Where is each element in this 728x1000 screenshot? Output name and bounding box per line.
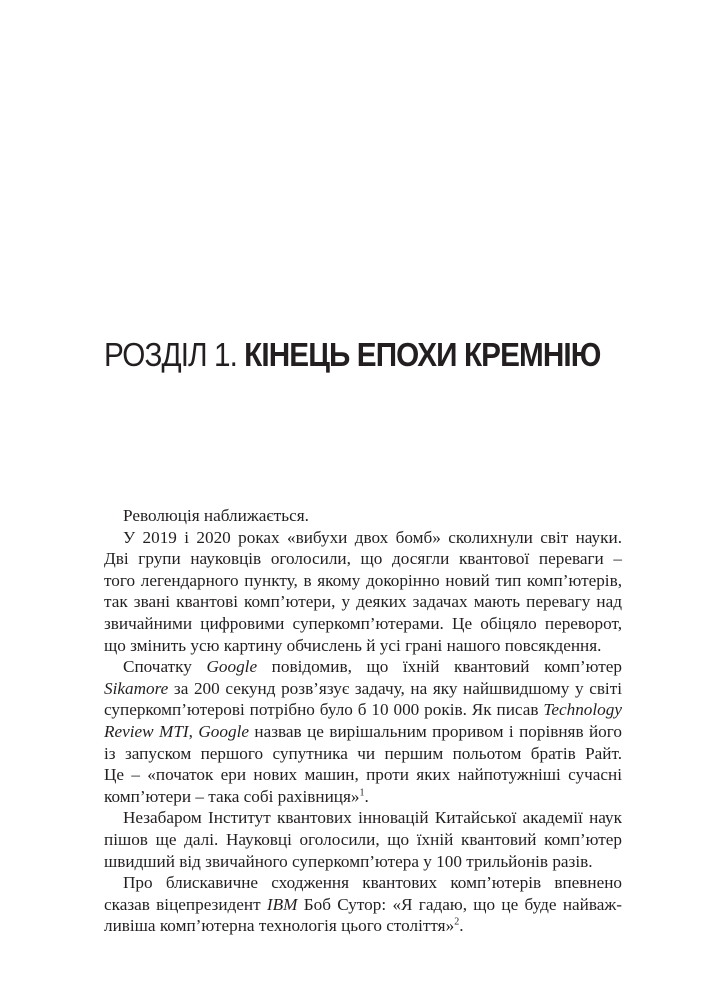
chapter-number: РОЗДІЛ 1. — [104, 336, 237, 373]
text-run: . — [364, 786, 369, 806]
text-run: . — [459, 916, 464, 936]
company-name: Google — [198, 721, 249, 741]
publication-name: Technology — [543, 700, 622, 720]
paragraph-4 — [104, 807, 622, 872]
text-line: того легендарного пункту, в якому докорінно новий тип комп’ютерів, — [104, 570, 622, 590]
text-line — [104, 656, 622, 678]
text-run: сказав віцепрезидент — [104, 894, 267, 914]
publication-name: Review MTI — [104, 721, 189, 741]
text-line: звичайними цифровими суперкомп’ютерами. Це обіцяло переворот, — [104, 613, 622, 633]
text-run: за 200 секунд розв’язує задачу, на яку найшвидшому у світі — [168, 678, 622, 698]
text-line — [104, 915, 622, 937]
text-run: Спочатку — [123, 657, 207, 677]
text-line: Дві групи науковців оголосили, що досягли квантової переваги – — [104, 549, 622, 569]
text-run: суперкомп’ютерові потрібно було б 10 000 років. Як писав — [104, 700, 544, 720]
company-name: Google — [206, 657, 258, 677]
text-run: повідомив, що їхній квантовий комп’ютер — [257, 657, 622, 677]
text-line: Про блискавичне сходження квантових комп’ютерів впевнено — [123, 873, 622, 893]
paragraph-2 — [104, 527, 622, 657]
text-line: швидший від звичайного суперкомп’ютера у 100 трильйонів разів. — [104, 851, 593, 871]
text-line: У 2019 і 2020 роках «вибухи двох бомб» сколихнули світ науки. — [123, 527, 622, 547]
text-run: назвав це вирішальним проривом і порівняв його — [248, 721, 622, 741]
text-run: комп’ютери – така собі рахівниця» — [104, 786, 360, 806]
footnote-marker[interactable]: 2 — [454, 916, 460, 928]
text-line — [104, 721, 622, 743]
text-run: , — [188, 721, 199, 741]
paragraph-3 — [104, 656, 622, 807]
text-run: Боб Сутор: «Я гадаю, що це буде найваж- — [297, 894, 622, 914]
chapter-heading — [104, 333, 601, 377]
text-line: пішов ще далі. Науковці оголосили, що їхній квантовий комп’ютер — [104, 829, 622, 849]
text-line: що змінить усю картину обчислень й усі грані нашого повсякдення. — [104, 635, 602, 655]
text-line: Це – «початок ери нових машин, проти яких найпотужніші сучасні — [104, 765, 622, 785]
text-line — [104, 678, 622, 700]
paragraph-text: Революція наближається. — [123, 506, 309, 525]
text-line — [104, 699, 622, 721]
company-name: IBM — [266, 894, 298, 914]
text-line — [104, 894, 622, 916]
text-line: із запуском першого супутника чи першим польотом братів Райт. — [104, 743, 622, 763]
text-line: так звані квантові комп’ютери, у деяких задачах мають перевагу над — [104, 592, 622, 612]
text-line: Незабаром Інститут квантових інновацій Китайської академії наук — [123, 808, 622, 828]
text-run: ливіша комп’ютерна технологія цього століття» — [104, 916, 455, 936]
chapter-title: КІНЕЦЬ ЕПОХИ КРЕМНІЮ — [244, 336, 601, 373]
footnote-marker[interactable]: 1 — [359, 786, 365, 798]
paragraph-1 — [104, 505, 622, 527]
computer-name: Sikamore — [104, 678, 169, 698]
chapter-body — [104, 505, 622, 937]
text-line — [104, 786, 622, 808]
paragraph-5 — [104, 872, 622, 937]
